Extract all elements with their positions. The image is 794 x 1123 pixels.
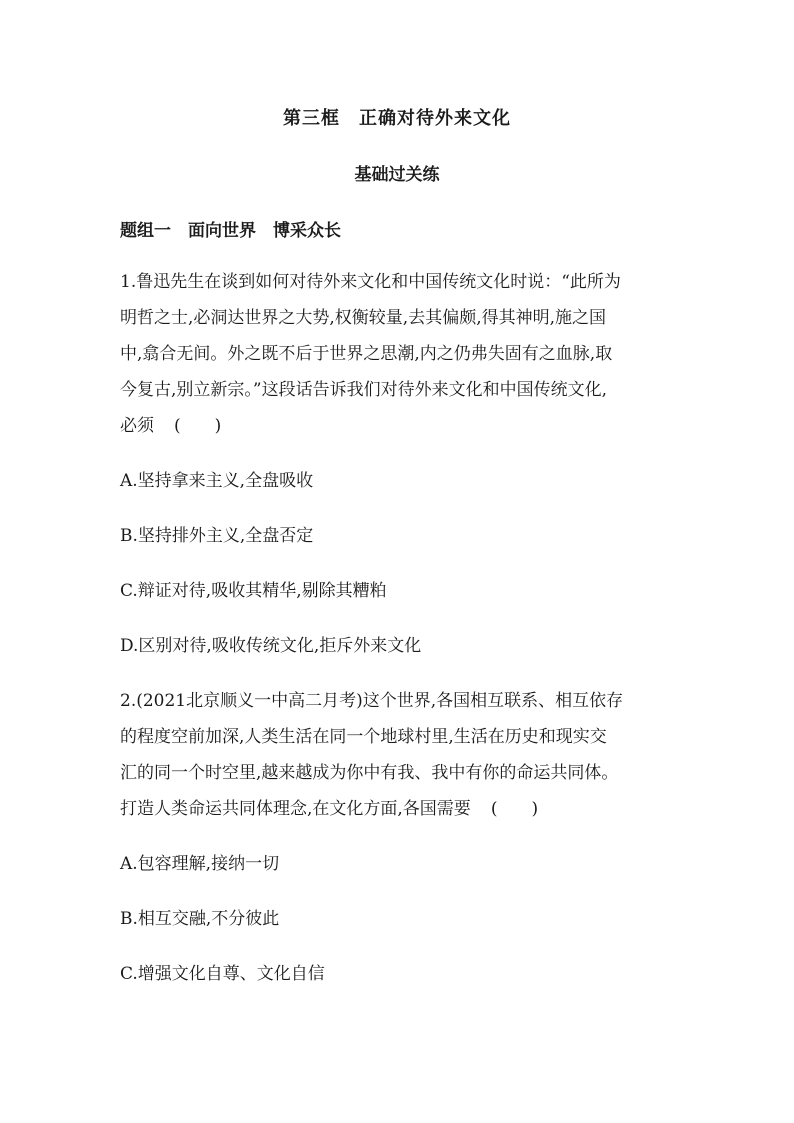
question-content	[120, 264, 690, 992]
answer-bracket: ( )	[490, 799, 539, 819]
section-subtitle: 基础过关练	[354, 165, 440, 185]
question-2-line: 2.(2021北京顺义一中高二月考)这个世界,各国相互联系、相互依存	[120, 691, 624, 711]
option-c: C.增强文化自尊、文化自信	[120, 964, 325, 984]
question-2-stem-end: 打造人类命运共同体理念,在文化方面,各国需要	[120, 799, 471, 819]
option-b: B.相互交融,不分彼此	[120, 909, 280, 929]
option-c: C.辩证对待,吸收其精华,剔除其糟粕	[120, 581, 387, 601]
question-1-stem-end: 必须	[120, 416, 154, 436]
option-d: D.区别对待,吸收传统文化,拒斥外来文化	[120, 636, 422, 656]
question-1-line: 明哲之士,必洞达世界之大势,权衡较量,去其偏颇,得其神明,施之国	[120, 308, 607, 328]
option-b: B.坚持排外主义,全盘否定	[120, 526, 314, 546]
question-2	[120, 683, 690, 992]
question-2-line: 的程度空前加深,人类生活在同一个地球村里,生活在历史和现实交	[120, 727, 607, 747]
question-1-line-last	[120, 408, 690, 444]
question-group-heading: 题组一 面向世界 博采众长	[120, 221, 341, 241]
question-1	[120, 264, 690, 664]
question-2-line-last	[120, 791, 690, 827]
question-1-line: 中,翕合无间。外之既不后于世界之思潮,内之仍弗失固有之血脉,取	[120, 344, 613, 364]
question-1-line: 今复古,别立新宗。”这段话告诉我们对待外来文化和中国传统文化,	[120, 380, 607, 400]
question-1-line: 1.鲁迅先生在谈到如何对待外来文化和中国传统文化时说：“此所为	[120, 272, 621, 292]
question-2-line: 汇的同一个时空里,越来越成为你中有我、我中有你的命运共同体。	[120, 763, 619, 783]
page-title: 第三框 正确对待外来文化	[283, 108, 511, 129]
answer-bracket: ( )	[174, 416, 222, 436]
option-a: A.包容理解,接纳一切	[120, 854, 280, 874]
option-a: A.坚持拿来主义,全盘吸收	[120, 471, 314, 491]
